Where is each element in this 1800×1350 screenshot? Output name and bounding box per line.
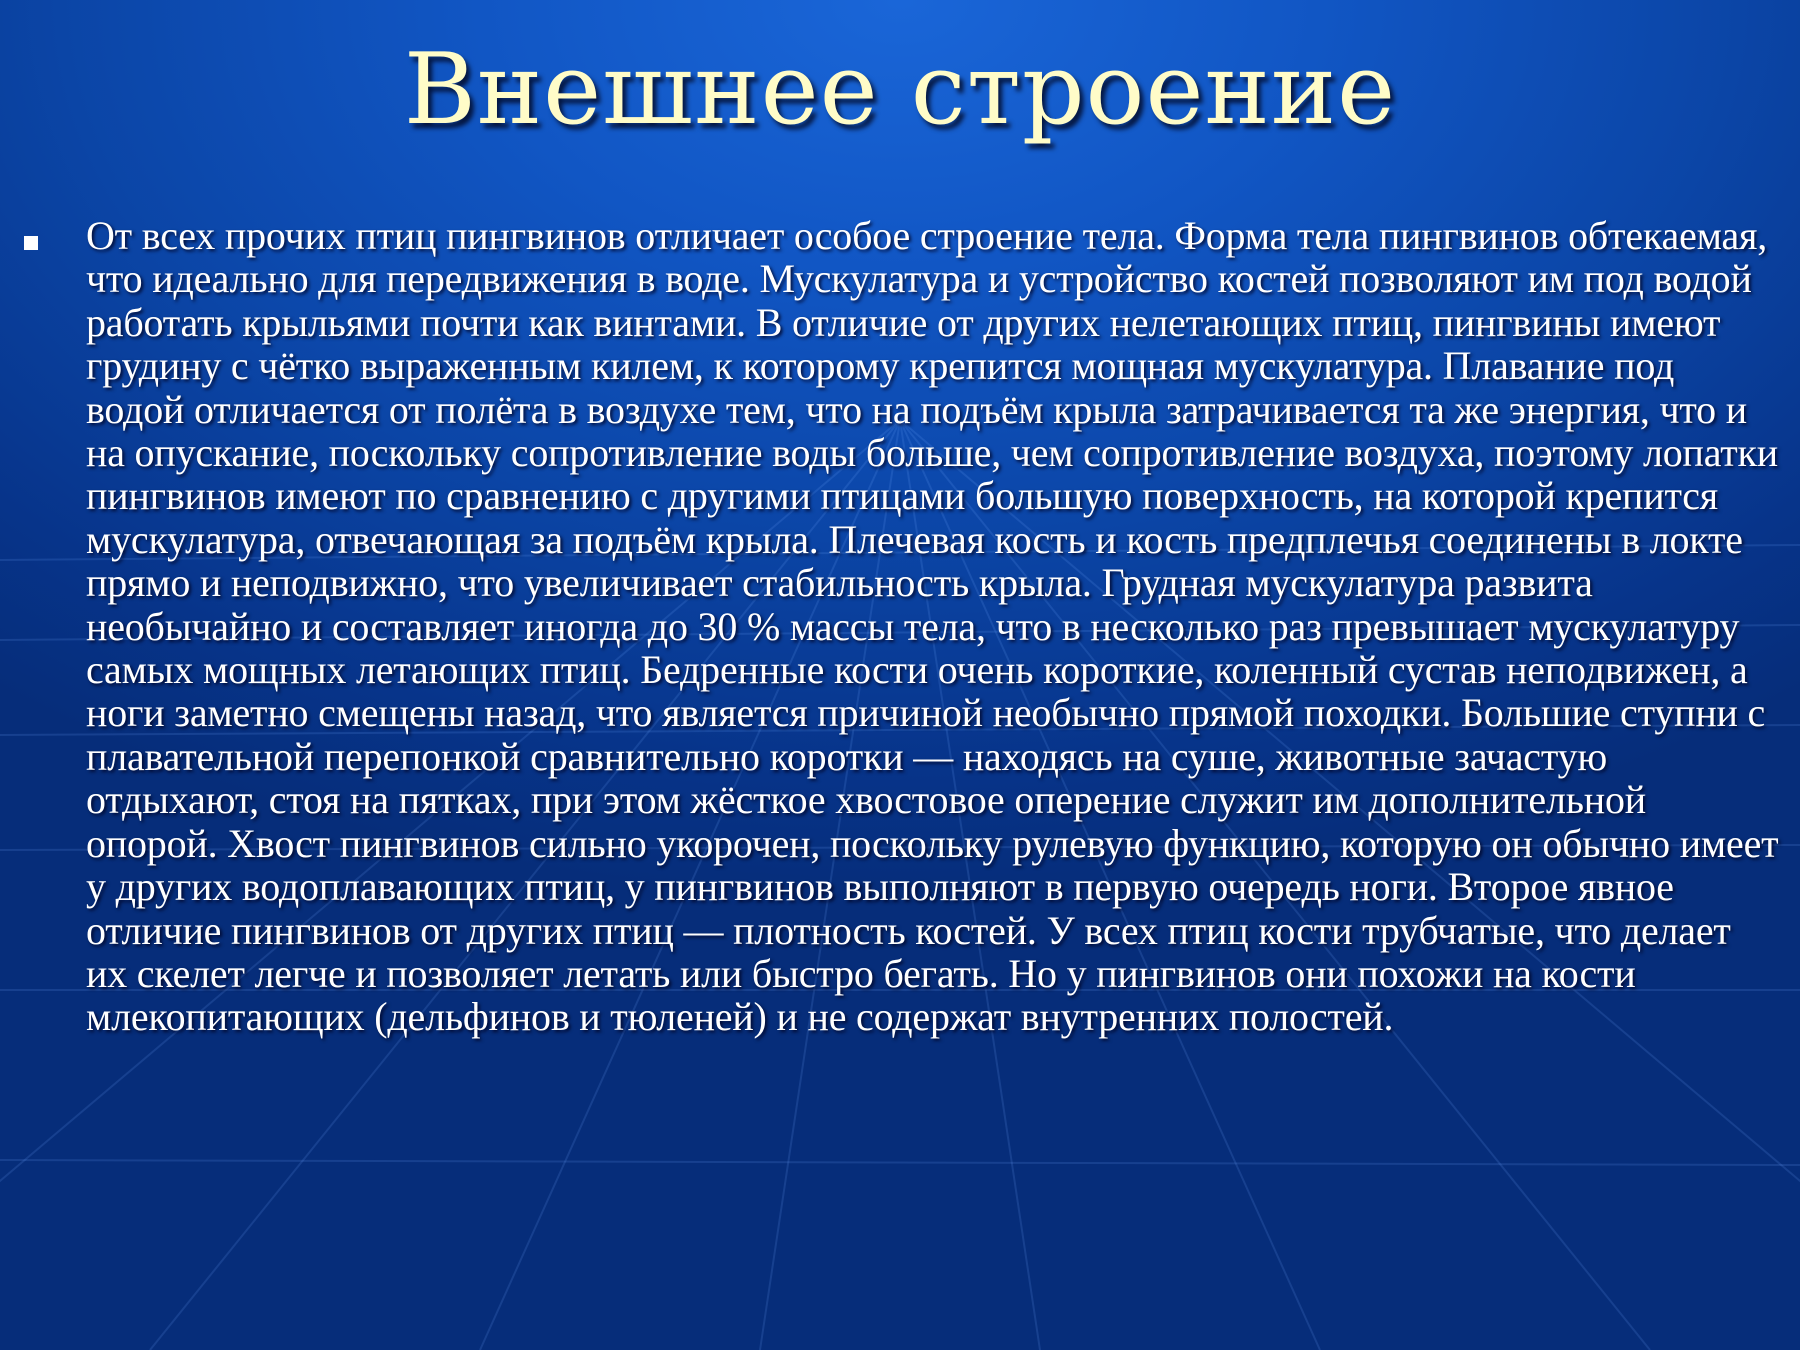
slide-title: Внешнее строение bbox=[403, 33, 1397, 147]
bullet-text: От всех прочих птиц пингвинов отличает особое строение тела. Форма тела пингвинов обтекаемая, что идеально для передвижения в воде. Мускулатура и устройство костей позволяют им под водой работать крыльями почти как винтами. В отличие от других нелетающих птиц, пингвины имеют грудину с чётко выраженным килем, к которому крепится мощная мускулатура. Плавание под водой отличается от полёта в воздухе тем, что на подъём крыла затрачивается та же энергия, что и на опускание, поскольку сопротивление воды больше, чем сопротивление воздуха, поэтому лопатки пингвинов имеют по сравнению с другими птицами большую поверхность, на которой крепится мускулатура, отвечающая за подъём крыла. Плечевая кость и кость предплечья соединены в локте прямо и неподвижно, что увеличивает стабильность крыла. Грудная мускулатура развита необычайно и составляет иногда до 30 % массы тела, что в несколько раз превышает мускулатуру самых мощных летающих птиц. Бедренные кости очень короткие, коленный сустав неподвижен, а ноги заметно смещены назад, что является причиной необычно прямой походки. Большие ступни с плавательной перепонкой сравнительно коротки — находясь на суше, животные зачастую отдыхают, стоя на пятках, при этом жёсткое хвостовое оперение служит им дополнительной опорой. Хвост пингвинов сильно укорочен, поскольку рулевую функцию, которую он обычно имеет у других водоплавающих птиц, у пингвинов выполняют в первую очередь ноги. Второе явное отличие пингвинов от других птиц — плотность костей. У всех птиц кости трубчатые, что делает их скелет легче и позволяет летать или быстро бегать. Но у пингвинов они похожи на кости млекопитающих (дельфинов и тюленей) и не содержат внутренних полостей. bbox=[86, 213, 1779, 1040]
bullet-square-icon bbox=[24, 236, 38, 250]
